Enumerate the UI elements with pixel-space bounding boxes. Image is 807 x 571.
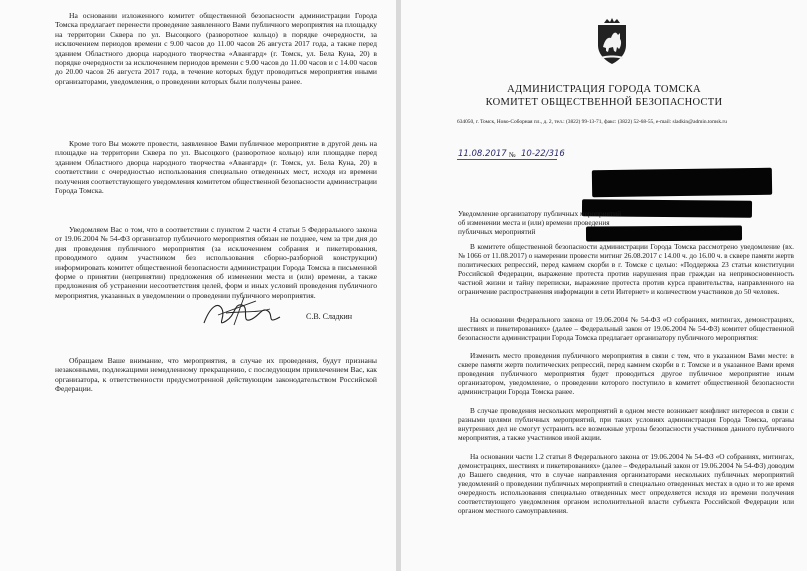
paragraph-right-5: На основании части 1.2 статьи 8 Федерального закона от 19.06.2004 № 54-ФЗ «О собраниях, митингах, демонстрациях, шествиях и пикетированиях» (далее – Федеральный закон от 19.06.2004 № 54-ФЗ) доводим до Вашего сведения, что в случае направления организаторами нескольких публичных мероприятий уведомлений о проведении публичных мероприятий в специально отведенных местах в одно и то же время очередность использования специально отведенных мест определяется исходя из времени получения соответствующего уведомления органом исполнительной власти субъекта Российской Федерации или органом местного самоуправления. — [458, 452, 794, 516]
registration-number-label: № — [509, 151, 516, 159]
registration-date: 11.08.2017 — [458, 149, 507, 159]
document-page-right — [401, 0, 807, 571]
redaction-block — [592, 168, 772, 198]
handwritten-signature — [196, 295, 296, 333]
org-name-line-1: АДМИНИСТРАЦИЯ ГОРОДА ТОМСКА — [507, 84, 701, 95]
paragraph-left-3: Уведомляем Вас о том, что в соответствии с пунктом 2 части 4 статьи 5 Федерального закона от 19.06.2004 № 54-ФЗ организатор публичного мероприятия обязан не позднее, чем за три дня до дня проведения публичного мероприятия (за исключением собрания и пикетирования, проводимого одним участником без использования сборно-разборной конструкции) информировать комитет общественной безопасности администрации Города Томска в письменной форме о принятии (непринятии) предложения об изменении места и (или) времени, а также предложения об устранении несоответствия целей, форм и иных условий проведения публичного мероприятия, указанных в уведомлении о проведении публичного мероприятия. — [55, 225, 377, 300]
org-name-line-2: КОМИТЕТ ОБЩЕСТВЕННОЙ БЕЗОПАСНОСТИ — [485, 97, 723, 108]
signatory-name: С.В. Сладкин — [306, 312, 353, 321]
paragraph-right-1: В комитете общественной безопасности администрации Города Томска рассмотрено уведомление (вх. № 1066 от 11.08.2017) о намерении провести митинг 26.08.2017 с 14.00 ч. до 16.00 ч. в сквере памяти жертв политических репрессий, перед камнем скорби в г. Томске с целью: «Поддержка 23 статьи конституции Российской Федерации, выражение протеста против нарушения прав граждан на неприкосновенность частной жизни и тайну переписки, выражение протеста против курса правительства, направленного на ограничение распространения информации в сети Интернет» и количеством участников до 50 человек. — [458, 242, 794, 297]
registration-line — [457, 159, 557, 160]
org-address-line: 634050, г. Томск, Ново-Соборная пл., д. 2, тел.: (3822) 99-13-71, факс: (3822) 52-68-55, e-mail: sladkin@admin.tomsk.ru — [457, 119, 727, 125]
paragraph-left-2: Кроме того Вы можете провести, заявленное Вами публичное мероприятие в другой день на площадке на территории Сквера по ул. Высоцкого (разворотное кольцо) или площадке перед зданием Областного дворца народного творчества «Авангард» (г. Томск, ул. Бела Куна, 20) в соответствии с очередностью использования специально отведенных мест, исходя из времени получения соответствующего уведомления комитетом общественной безопасности администрации Города Томска. — [55, 139, 377, 196]
paragraph-right-2: На основании Федерального закона от 19.06.2004 № 54-ФЗ «О собраниях, митингах, демонстрациях, шествиях и пикетированиях» (далее – Федеральный закон от 19.06.2004 № 54-ФЗ) комитет общественной безопасности администрации Города Томска предлагает организатору публичного мероприятия: — [458, 315, 794, 343]
paragraph-left-1: На основании изложенного комитет общественной безопасности администрации Города Томска предлагает перенести проведение заявленного Вами публичного мероприятия на площадку на территории Сквера по ул. Высоцкого (разворотное кольцо) в порядке очередности, за исключением периодов времени с 9.00 часов до 11.00 часов 26 августа 2017 года, а также перед зданием Областного дворца народного творчества «Авангард» (г. Томск, ул. Бела Куна, 20) в порядке очередности за исключением периодов времени с 9.00 часов до 11.00 часов и с 14.00 часов до 20.00 часов 26 августа 2017 года, в течение которых будут проводиться мероприятия иными организаторами, уведомления, о проведении которых были получены ранее. — [55, 11, 377, 86]
paragraph-left-4: Обращаем Ваше внимание, что мероприятия, в случае их проведения, будут признаны незаконными, подлежащими немедленному прекращению, с последующим привлечением Вас, как организатора, к ответственности предусмотренной действующим законодательством Российской Федерации. — [55, 356, 377, 394]
tomsk-coat-of-arms-icon — [594, 17, 630, 65]
paragraph-right-4: В случае проведения нескольких мероприятий в одном месте возникает конфликт интересов в связи с разными целями публичных мероприятий, при таких условиях администрация Города Томска, органы внутренних дел не смогут устранить все возможные угрозы безопасности участников данного публичного мероприятия, а также участников иной акции. — [458, 406, 794, 443]
paragraph-right-3: Изменить место проведения публичного мероприятия в связи с тем, что в указанном Вами месте: в сквере памяти жертв политических репрессий, перед камнем скорби в г. Томске и в указанное Вами время проведения публичного мероприятия будет проводиться другое публичное мероприятие иным организатором, уведомление, о проведении которого поступило в комитет общественной безопасности администрации Города Томска ранее. — [458, 351, 794, 397]
document-page-left — [0, 0, 396, 571]
subject-heading: Уведомление организатору публичных мероприятий об изменении места и (или) времени проведения публичных мероприятий — [458, 209, 621, 236]
registration-number: 10-22/316 — [521, 149, 565, 159]
